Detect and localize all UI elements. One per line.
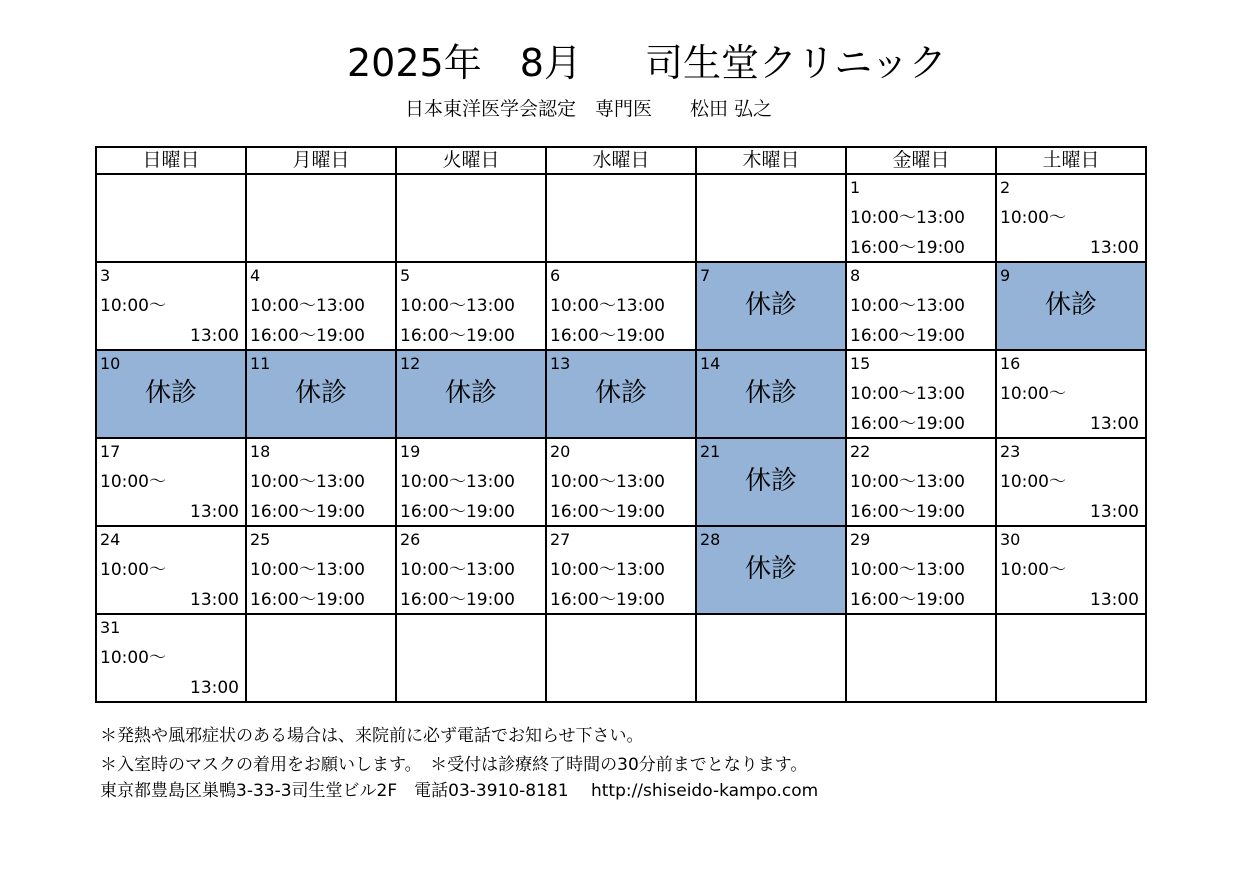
morning-hours: 10:00～13:00 [400,296,515,316]
morning-hours: 10:00～13:00 [550,472,665,492]
afternoon-hours: 16:00～19:00 [850,326,965,346]
weekday-header-row [96,147,1146,174]
calendar-day-cell [246,526,396,614]
weekday-monday: 月曜日 [246,147,396,174]
calendar-day-cell [546,350,696,438]
calendar-day-cell [696,526,846,614]
afternoon-hours: 16:00～19:00 [850,502,965,522]
weekday-wednesday: 水曜日 [546,147,696,174]
hours-end: 13:00 [190,678,239,698]
day-number: 3 [100,266,111,285]
closed-label: 休診 [744,378,797,408]
hours-end: 13:00 [1090,414,1139,434]
calendar-day-cell [846,350,996,438]
calendar-week-row [96,350,1146,438]
schedule-calendar [95,146,1147,703]
morning-hours: 10:00～13:00 [250,560,365,580]
day-number: 2 [1000,178,1011,197]
calendar-day-cell [396,438,546,526]
calendar-day-cell [96,350,246,438]
note-fever: ＊発熱や風邪症状のある場合は、来院前に必ず電話でお知らせ下さい。 [100,726,644,746]
doctor-info: 日本東洋医学会認定 専門医 松田 弘之 [405,98,773,120]
afternoon-hours: 16:00～19:00 [400,326,515,346]
afternoon-hours: 16:00～19:00 [850,590,965,610]
calendar-day-cell [96,526,246,614]
hours-end: 13:00 [190,590,239,610]
calendar-day-cell [996,526,1146,614]
day-number: 9 [1000,266,1011,285]
weekday-saturday: 土曜日 [996,147,1146,174]
morning-hours: 10:00～13:00 [850,472,965,492]
calendar-day-cell [846,262,996,350]
calendar-day-cell [696,262,846,350]
day-number: 31 [100,618,121,637]
day-number: 12 [400,354,421,373]
hours-start: 10:00～ [1000,560,1066,580]
afternoon-hours: 16:00～19:00 [550,590,665,610]
weekday-thursday: 木曜日 [696,147,846,174]
calendar-day-cell [846,526,996,614]
morning-hours: 10:00～13:00 [250,472,365,492]
afternoon-hours: 16:00～19:00 [850,414,965,434]
calendar-day-cell [96,614,246,702]
calendar-day-cell [846,614,996,702]
day-number: 11 [250,354,271,373]
clinic-name: 司生堂クリニック [645,41,947,85]
afternoon-hours: 16:00～19:00 [850,238,965,258]
closed-label: 休診 [744,290,797,320]
calendar-day-cell [846,438,996,526]
day-number: 21 [700,442,721,461]
calendar-day-cell [96,174,246,262]
calendar-body [96,174,1146,702]
calendar-week-row [96,438,1146,526]
day-number: 26 [400,530,421,549]
hours-start: 10:00～ [100,296,166,316]
day-number: 25 [250,530,271,549]
afternoon-hours: 16:00～19:00 [250,326,365,346]
morning-hours: 10:00～13:00 [400,472,515,492]
calendar-day-cell [546,614,696,702]
closed-label: 休診 [294,378,347,408]
calendar-week-row [96,262,1146,350]
title [0,38,1241,90]
hours-end: 13:00 [190,326,239,346]
hours-start: 10:00～ [100,472,166,492]
morning-hours: 10:00～13:00 [400,560,515,580]
month-label: 2025年 8月 [347,41,582,85]
hours-start: 10:00～ [1000,472,1066,492]
hours-start: 10:00～ [100,648,166,668]
calendar-day-cell [996,438,1146,526]
afternoon-hours: 16:00～19:00 [250,502,365,522]
day-number: 6 [550,266,561,285]
calendar-day-cell [846,174,996,262]
calendar-day-cell [396,350,546,438]
hours-end: 13:00 [1090,238,1139,258]
closed-label: 休診 [1044,290,1097,320]
calendar-day-cell [396,614,546,702]
hours-start: 10:00～ [100,560,166,580]
day-number: 20 [550,442,571,461]
morning-hours: 10:00～13:00 [250,296,365,316]
morning-hours: 10:00～13:00 [850,296,965,316]
closed-label: 休診 [744,554,797,584]
calendar-day-cell [996,614,1146,702]
calendar-day-cell [396,174,546,262]
calendar-day-cell [246,350,396,438]
day-number: 29 [850,530,871,549]
calendar-day-cell [696,614,846,702]
day-number: 18 [250,442,271,461]
afternoon-hours: 16:00～19:00 [400,502,515,522]
closed-label: 休診 [144,378,197,408]
morning-hours: 10:00～13:00 [550,560,665,580]
calendar-day-cell [246,614,396,702]
morning-hours: 10:00～13:00 [850,560,965,580]
calendar-day-cell [546,174,696,262]
day-number: 7 [700,266,711,285]
day-number: 23 [1000,442,1021,461]
day-number: 1 [850,178,861,197]
calendar-day-cell [96,262,246,350]
calendar-day-cell [996,350,1146,438]
calendar-day-cell [246,438,396,526]
morning-hours: 10:00～13:00 [850,208,965,228]
day-number: 22 [850,442,871,461]
calendar-week-row [96,174,1146,262]
calendar-day-cell [96,438,246,526]
afternoon-hours: 16:00～19:00 [400,590,515,610]
calendar-day-cell [546,438,696,526]
hours-end: 13:00 [1090,502,1139,522]
day-number: 27 [550,530,571,549]
calendar-day-cell [696,174,846,262]
day-number: 14 [700,354,721,373]
day-number: 28 [700,530,721,549]
calendar-day-cell [546,526,696,614]
day-number: 19 [400,442,421,461]
hours-end: 13:00 [1090,590,1139,610]
morning-hours: 10:00～13:00 [850,384,965,404]
closed-label: 休診 [594,378,647,408]
calendar-day-cell [396,262,546,350]
morning-hours: 10:00～13:00 [550,296,665,316]
day-number: 10 [100,354,121,373]
afternoon-hours: 16:00～19:00 [550,502,665,522]
calendar-day-cell [546,262,696,350]
calendar-week-row [96,526,1146,614]
closed-label: 休診 [744,466,797,496]
hours-end: 13:00 [190,502,239,522]
calendar-day-cell [246,174,396,262]
day-number: 13 [550,354,571,373]
calendar-week-row [96,614,1146,702]
calendar-day-cell [696,350,846,438]
weekday-tuesday: 火曜日 [396,147,546,174]
afternoon-hours: 16:00～19:00 [550,326,665,346]
day-number: 8 [850,266,861,285]
closed-label: 休診 [444,378,497,408]
calendar-day-cell [996,262,1146,350]
day-number: 16 [1000,354,1021,373]
calendar-day-cell [696,438,846,526]
calendar-day-cell [996,174,1146,262]
day-number: 5 [400,266,411,285]
day-number: 30 [1000,530,1021,549]
calendar-day-cell [396,526,546,614]
weekday-friday: 金曜日 [846,147,996,174]
clinic-address: 東京都豊島区巣鴨3-33-3司生堂ビル2F 電話03-3910-8181 http://shiseido-kampo.com [100,781,819,801]
day-number: 17 [100,442,121,461]
hours-start: 10:00～ [1000,208,1066,228]
calendar-day-cell [246,262,396,350]
hours-start: 10:00～ [1000,384,1066,404]
note-mask-reception: ＊入室時のマスクの着用をお願いします。 ＊受付は診療終了時間の30分前までとなります。 [100,755,808,775]
day-number: 15 [850,354,871,373]
afternoon-hours: 16:00～19:00 [250,590,365,610]
weekday-sunday: 日曜日 [96,147,246,174]
day-number: 4 [250,266,261,285]
day-number: 24 [100,530,121,549]
